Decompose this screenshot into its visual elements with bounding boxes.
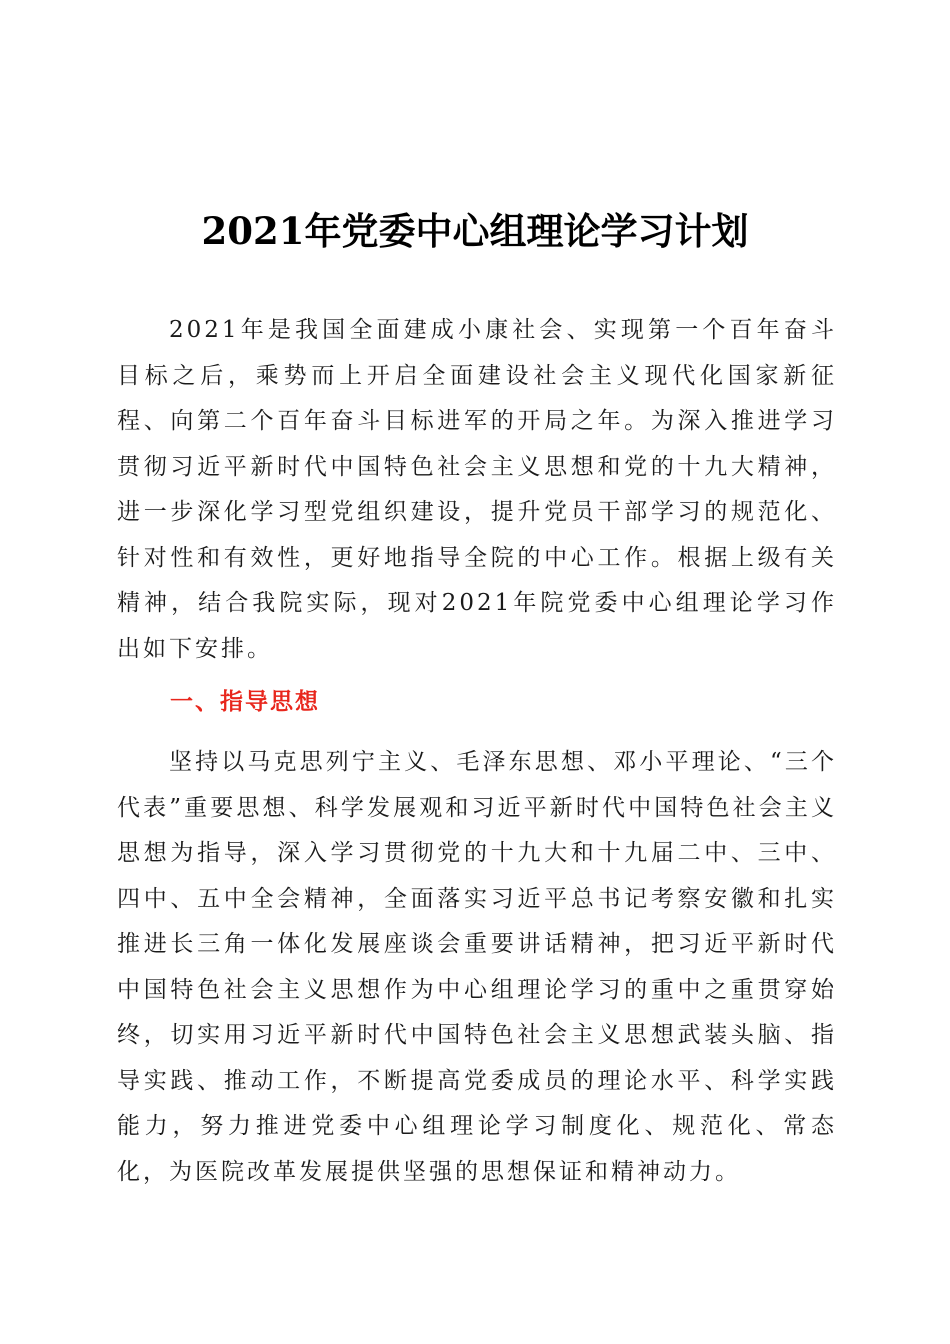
- document-title: 2021年党委中心组理论学习计划: [201, 209, 749, 253]
- guiding-thought-paragraph: 坚持以马克思列宁主义、毛泽东思想、邓小平理论、“三个代表”重要思想、科学发展观和习近平新时代中国特色社会主义思想为指导，深入学习贯彻党的十九大和十九届二中、三中、四中、五中全会精神，全面落实习近平总书记考察安徽和扎实推进长三角一体化发展座谈会重要讲话精神，把习近平新时代中国特色社会主义思想作为中心组理论学习的重中之重贯穿始终，切实用习近平新时代中国特色社会主义思想武装头脑、指导实践、推动工作，不断提高党委成员的理论水平、科学实践能力，努力推进党委中心组理论学习制度化、规范化、常态化，为医院改革发展提供坚强的思想保证和精神动力。: [117, 749, 837, 1185]
- section-heading-guiding-thought: 一、指导思想: [170, 689, 320, 715]
- intro-paragraph: 2021年是我国全面建成小康社会、实现第一个百年奋斗目标之后，乘势而上开启全面建设社会主义现代化国家新征程、向第二个百年奋斗目标进军的开局之年。为深入推进学习贯彻习近平新时代中国特色社会主义思想和党的十九大精神，进一步深化学习型党组织建设，提升党员干部学习的规范化、针对性和有效性，更好地指导全院的中心工作。根据上级有关精神，结合我院实际，现对2021年院党委中心组理论学习作出如下安排。: [117, 317, 837, 662]
